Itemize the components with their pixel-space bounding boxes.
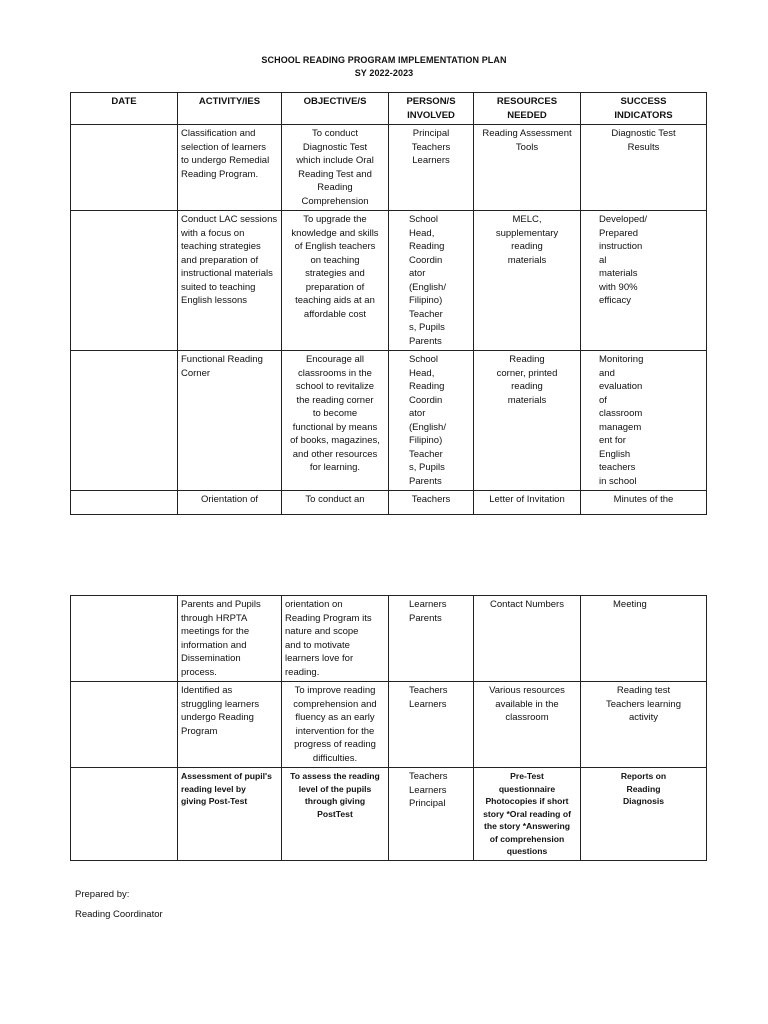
cell-activity: Orientation of bbox=[178, 491, 282, 515]
cell-date bbox=[71, 351, 178, 491]
cell-activity: Conduct LAC sessions with a focus on teaching strategies and preparation of instructional materials suited to teaching English lessons bbox=[178, 211, 282, 351]
cell-resources: Various resources available in the classroom bbox=[474, 682, 581, 768]
cell-date bbox=[71, 596, 178, 682]
table-row bbox=[71, 682, 707, 768]
prepared-by-label: Prepared by: bbox=[75, 889, 130, 900]
header-objective: OBJECTIVE/S bbox=[282, 93, 389, 125]
school-year: SY 2022-2023 bbox=[354, 68, 414, 78]
cell-activity: Functional Reading Corner bbox=[178, 351, 282, 491]
cell-objective: Encourage all classrooms in the school to revitalize the reading corner to become functional by means of books, magazines, and other resources for learning. bbox=[282, 351, 389, 491]
header-resources: RESOURCES NEEDED bbox=[474, 93, 581, 125]
cell-resources: Reading corner, printed reading materials bbox=[474, 351, 581, 491]
cell-activity: Identified as struggling learners undergo Reading Program bbox=[178, 682, 282, 768]
cell-date bbox=[71, 682, 178, 768]
table-header-row bbox=[71, 93, 707, 125]
cell-persons: Teachers Learners Principal bbox=[389, 768, 474, 861]
cell-indicators: Reports on Reading Diagnosis bbox=[581, 768, 707, 861]
table-row bbox=[71, 596, 707, 682]
cell-indicators: Diagnostic Test Results bbox=[581, 125, 707, 211]
cell-indicators: Monitoring and evaluation of classroom managem ent for English teachers in school bbox=[581, 351, 707, 491]
cell-persons: Principal Teachers Learners bbox=[389, 125, 474, 211]
cell-persons: School Head, Reading Coordin ator (English/ Filipino) Teacher s, Pupils Parents bbox=[389, 211, 474, 351]
plan-table-page1 bbox=[70, 92, 707, 515]
header-persons: PERSON/S INVOLVED bbox=[389, 93, 474, 125]
cell-date bbox=[71, 211, 178, 351]
cell-activity: Classification and selection of learners to undergo Remedial Reading Program. bbox=[178, 125, 282, 211]
cell-resources: Contact Numbers bbox=[474, 596, 581, 682]
header-date: DATE bbox=[71, 93, 178, 125]
header-activity: ACTIVITY/IES bbox=[178, 93, 282, 125]
cell-indicators: Reading test Teachers learning activity bbox=[581, 682, 707, 768]
table-row bbox=[71, 768, 707, 861]
header-indicators: SUCCESS INDICATORS bbox=[581, 93, 707, 125]
cell-objective: orientation on Reading Program its nature and scope and to motivate learners love for reading. bbox=[282, 596, 389, 682]
cell-objective: To assess the reading level of the pupils through giving PostTest bbox=[282, 768, 389, 861]
cell-indicators: Meeting bbox=[581, 596, 707, 682]
cell-date bbox=[71, 125, 178, 211]
cell-resources: MELC, supplementary reading materials bbox=[474, 211, 581, 351]
preparer-role: Reading Coordinator bbox=[75, 909, 163, 920]
cell-activity: Assessment of pupil's reading level by giving Post-Test bbox=[178, 768, 282, 861]
cell-persons: School Head, Reading Coordin ator (English/ Filipino) Teacher s, Pupils Parents bbox=[389, 351, 474, 491]
cell-indicators: Minutes of the bbox=[581, 491, 707, 515]
cell-persons: Teachers bbox=[389, 491, 474, 515]
cell-persons: Learners Parents bbox=[389, 596, 474, 682]
table-row bbox=[71, 491, 707, 515]
cell-persons: Teachers Learners bbox=[389, 682, 474, 768]
cell-objective: To improve reading comprehension and fluency as an early intervention for the progress of reading difficulties. bbox=[282, 682, 389, 768]
table-row bbox=[71, 125, 707, 211]
table-row bbox=[71, 211, 707, 351]
table-row bbox=[71, 351, 707, 491]
document-title: SCHOOL READING PROGRAM IMPLEMENTATION PLAN bbox=[261, 55, 507, 65]
cell-objective: To upgrade the knowledge and skills of English teachers on teaching strategies and preparation of teaching aids at an affordable cost bbox=[282, 211, 389, 351]
cell-indicators: Developed/ Prepared instruction al materials with 90% efficacy bbox=[581, 211, 707, 351]
cell-resources: Pre-Test questionnaire Photocopies if short story *Oral reading of the story *Answering of comprehension questions bbox=[474, 768, 581, 861]
cell-date bbox=[71, 768, 178, 861]
cell-objective: To conduct an bbox=[282, 491, 389, 515]
cell-objective: To conduct Diagnostic Test which include Oral Reading Test and Reading Comprehension bbox=[282, 125, 389, 211]
cell-resources: Letter of Invitation bbox=[474, 491, 581, 515]
cell-date bbox=[71, 491, 178, 515]
cell-resources: Reading Assessment Tools bbox=[474, 125, 581, 211]
cell-activity: Parents and Pupils through HRPTA meetings for the information and Dissemination process. bbox=[178, 596, 282, 682]
plan-table-page2 bbox=[70, 595, 707, 861]
